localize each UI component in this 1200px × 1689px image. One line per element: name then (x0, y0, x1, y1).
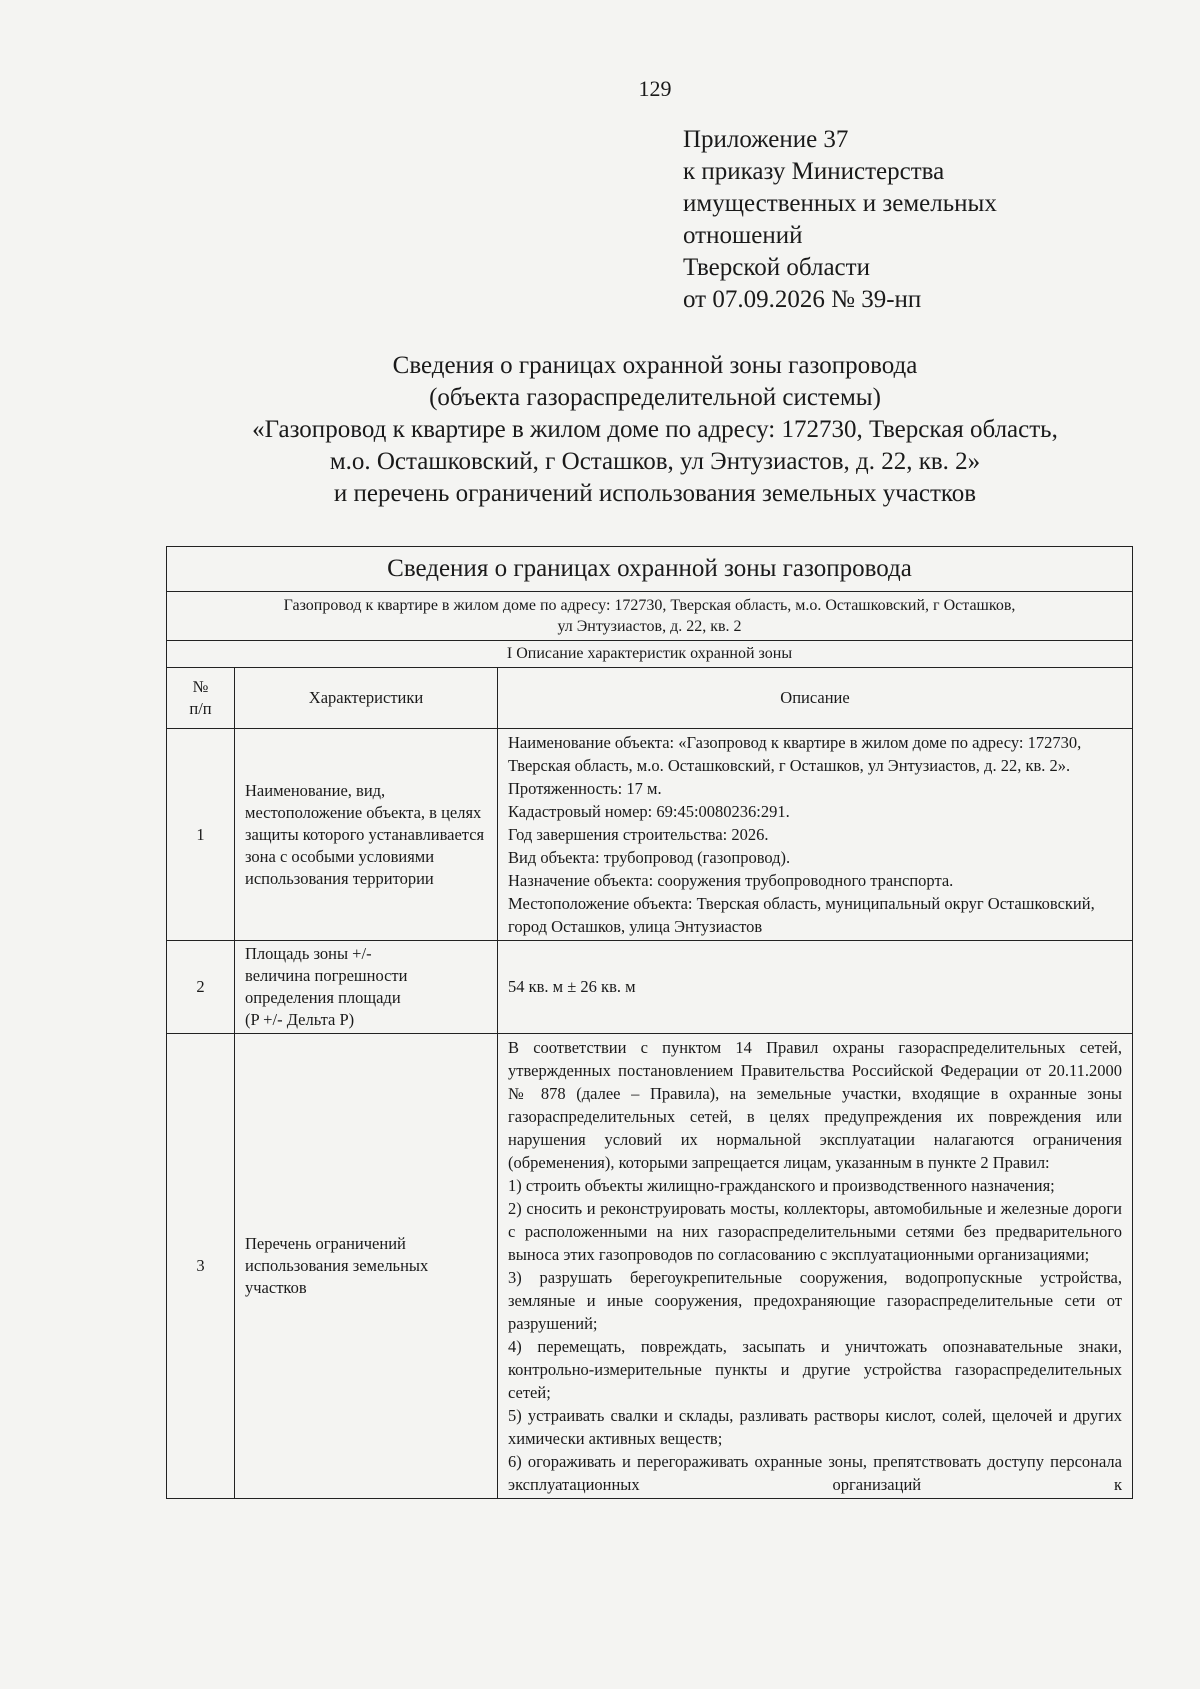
description-line: Назначение объекта: сооружения трубопроводного транспорта. (508, 871, 954, 890)
description-paragraph: В соответствии с пунктом 14 Правил охраны газораспределительных сетей, утвержденных постановлением Правительства Российской Федерации от 20.11.2000 № 878 (далее – Правила), на земельные участки, входящие в охранные зоны газораспределительных сетей, в целях предупреждения их повреждения или нарушения условий их нормальной эксплуатации налагаются ограничения (обременения), которыми запрещается лицам, указанным в пункте 2 Правил: (508, 1038, 1122, 1172)
description-line: Кадастровый номер: 69:45:0080236:291. (508, 802, 790, 821)
appendix-line: Тверской области (683, 254, 870, 281)
header-number-line: п/п (189, 699, 212, 718)
header-row (167, 668, 1133, 729)
row-number: 1 (167, 729, 235, 941)
description-line: Местоположение объекта: Тверская область, муниципальный округ Осташковский, город Осташков, улица Энтузиастов (508, 894, 1095, 936)
page-number: 129 (638, 76, 672, 101)
section-row (167, 641, 1133, 668)
characteristic-line: определения площади (245, 988, 401, 1007)
appendix-block (683, 124, 997, 316)
title-line: «Газопровод к квартире в жилом доме по адресу: 172730, Тверская область, (252, 416, 1058, 443)
title-line: и перечень ограничений использования земельных участков (333, 480, 977, 507)
row-description: 54 кв. м ± 26 кв. м (498, 941, 1133, 1034)
protection-zone-table (166, 546, 1133, 1499)
description-paragraph: 6) огораживать и перегораживать охранные зоны, препятствовать доступу персонала эксплуатационных организаций к (508, 1452, 1122, 1494)
title-line: Сведения о границах охранной зоны газопровода (392, 352, 918, 379)
table-row (167, 729, 1133, 941)
description-paragraph: 1) строить объекты жилищно-гражданского и производственного назначения; (508, 1176, 1055, 1195)
characteristic-line: Площадь зоны +/- (245, 944, 372, 963)
title-line: м.о. Осташковский, г Осташков, ул Энтузиастов, д. 22, кв. 2» (329, 448, 981, 475)
table-row (167, 941, 1133, 1034)
row-description (498, 1034, 1133, 1499)
section-heading: I Описание характеристик охранной зоны (167, 641, 1133, 668)
table-title-row (167, 547, 1133, 592)
description-line: Протяженность: 17 м. (508, 779, 662, 798)
header-description: Описание (498, 668, 1133, 729)
appendix-line: от 07.09.2026 № 39-нп (683, 286, 922, 313)
description-line: Наименование объекта: «Газопровод к квартире в жилом доме по адресу: 172730, Тверская область, м.о. Осташковский, г Осташков, ул Энтузиастов, д. 22, кв. 2». (508, 733, 1082, 775)
object-name-cell (167, 592, 1133, 641)
characteristic-line: (P +/- Дельта P) (245, 1010, 355, 1029)
appendix-line: Приложение 37 (683, 126, 849, 153)
object-name-line: ул Энтузиастов, д. 22, кв. 2 (557, 618, 742, 635)
appendix-line: отношений (683, 222, 803, 249)
description-paragraph: 5) устраивать свалки и склады, разливать растворы кислот, солей, щелочей и других химически активных веществ; (508, 1406, 1122, 1448)
row-characteristic: Наименование, вид, местоположение объекта, в целях защиты которого устанавливается зона с особыми условиями использования территории (235, 729, 498, 941)
description-paragraph: 3) разрушать берегоукрепительные сооружения, водопропускные устройства, земляные и иные сооружения, предохраняющие газораспределительные сети от разрушений; (508, 1268, 1122, 1333)
description-line: Вид объекта: трубопровод (газопровод). (508, 848, 791, 867)
description-paragraph: 2) сносить и реконструировать мосты, коллекторы, автомобильные и железные дороги с расположенными на них газораспределительными сетями без предварительного выноса этих газопроводов по согласованию с эксплуатационными организациями; (508, 1199, 1122, 1264)
document-title (150, 350, 1160, 510)
row-characteristic: Перечень ограничений использования земельных участков (235, 1034, 498, 1499)
header-number-line: № (192, 677, 209, 696)
table-row (167, 1034, 1133, 1499)
row-description (498, 729, 1133, 941)
row-number: 3 (167, 1034, 235, 1499)
description-paragraph: 4) перемещать, повреждать, засыпать и уничтожать опознавательные знаки, контрольно-измерительные пункты и другие устройства газораспределительных сетей; (508, 1337, 1122, 1402)
table-title: Сведения о границах охранной зоны газопровода (167, 547, 1133, 592)
row-characteristic (235, 941, 498, 1034)
header-number (167, 668, 235, 729)
row-number: 2 (167, 941, 235, 1034)
object-row (167, 592, 1133, 641)
appendix-line: имущественных и земельных (683, 190, 997, 217)
description-line: Год завершения строительства: 2026. (508, 825, 769, 844)
characteristic-line: величина погрешности (245, 966, 408, 985)
title-line: (объекта газораспределительной системы) (429, 384, 881, 411)
object-name-line: Газопровод к квартире в жилом доме по адресу: 172730, Тверская область, м.о. Осташковский, г Осташков, (283, 597, 1016, 614)
appendix-line: к приказу Министерства (683, 158, 945, 185)
header-characteristics: Характеристики (235, 668, 498, 729)
